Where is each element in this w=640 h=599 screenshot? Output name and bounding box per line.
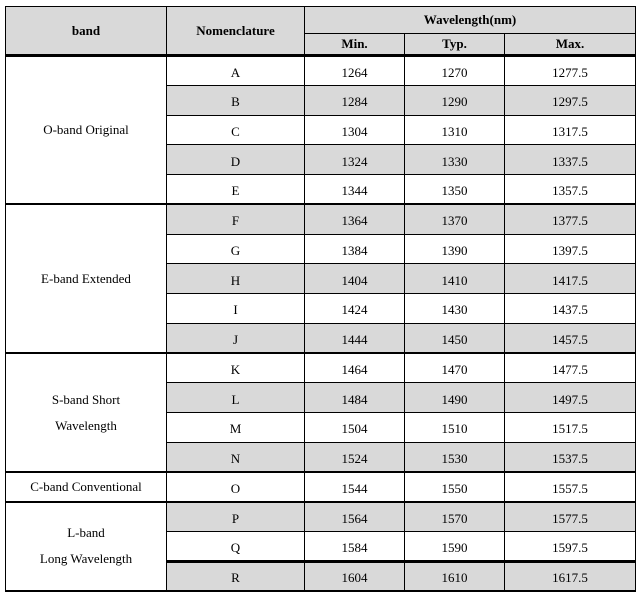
nomenclature-cell — [167, 383, 305, 413]
max-cell-text: 1517.5 — [552, 421, 588, 437]
typ-cell — [405, 353, 505, 383]
band-name-line: C-band Conventional — [30, 478, 142, 494]
nomenclature-cell-text: E — [231, 183, 240, 199]
typ-cell — [405, 115, 505, 145]
min-cell — [305, 85, 405, 115]
nomenclature-cell-text: G — [230, 242, 241, 258]
min-cell — [305, 472, 405, 502]
nomenclature-cell — [167, 472, 305, 502]
max-cell — [505, 472, 636, 502]
min-cell — [305, 234, 405, 264]
max-cell-text: 1537.5 — [552, 450, 588, 466]
header-nomenclature: Nomenclature — [167, 7, 305, 56]
wavelength-table — [5, 6, 636, 592]
nomenclature-cell — [167, 294, 305, 324]
typ-cell-text: 1610 — [441, 570, 468, 586]
min-cell-text: 1484 — [341, 391, 368, 407]
header-max: Max. — [505, 34, 636, 56]
typ-cell-text: 1530 — [441, 450, 468, 466]
typ-cell — [405, 264, 505, 294]
min-cell-text: 1284 — [341, 94, 368, 110]
min-cell-text: 1564 — [341, 510, 368, 526]
header-wavelength: Wavelength(nm) — [305, 7, 636, 34]
nomenclature-cell — [167, 502, 305, 532]
typ-cell-text: 1550 — [441, 480, 468, 496]
nomenclature-cell — [167, 145, 305, 175]
max-cell — [505, 115, 636, 145]
nomenclature-cell-text: P — [231, 510, 240, 526]
typ-cell-text: 1350 — [441, 183, 468, 199]
typ-cell-text: 1470 — [441, 362, 468, 378]
max-cell-text: 1397.5 — [552, 242, 588, 258]
typ-cell-text: 1330 — [441, 153, 468, 169]
typ-cell-text: 1510 — [441, 421, 468, 437]
max-cell — [505, 234, 636, 264]
typ-cell — [405, 442, 505, 472]
max-cell-text: 1357.5 — [552, 183, 588, 199]
typ-cell — [405, 234, 505, 264]
min-cell-text: 1544 — [341, 480, 368, 496]
nomenclature-cell — [167, 442, 305, 472]
max-cell-text: 1477.5 — [552, 362, 588, 378]
min-cell — [305, 502, 405, 532]
typ-cell-text: 1570 — [441, 510, 468, 526]
typ-cell — [405, 204, 505, 234]
min-cell-text: 1344 — [341, 183, 368, 199]
max-cell — [505, 413, 636, 443]
nomenclature-cell-text: I — [233, 302, 238, 318]
header-min: Min. — [305, 34, 405, 56]
typ-cell-text: 1490 — [441, 391, 468, 407]
nomenclature-cell-text: M — [229, 421, 242, 437]
nomenclature-cell — [167, 264, 305, 294]
nomenclature-cell-text: H — [230, 272, 241, 288]
min-cell-text: 1324 — [341, 153, 368, 169]
min-cell — [305, 561, 405, 591]
min-cell-text: 1584 — [341, 539, 368, 555]
min-cell — [305, 115, 405, 145]
max-cell — [505, 56, 636, 86]
max-cell — [505, 502, 636, 532]
band-name-cell — [6, 502, 167, 591]
band-name-line: O-band Original — [43, 122, 129, 138]
table-row — [6, 472, 636, 502]
min-cell-text: 1504 — [341, 421, 368, 437]
band-name-cell — [6, 204, 167, 353]
nomenclature-cell — [167, 56, 305, 86]
min-cell — [305, 532, 405, 562]
min-cell — [305, 204, 405, 234]
nomenclature-cell — [167, 175, 305, 205]
min-cell — [305, 413, 405, 443]
typ-cell — [405, 56, 505, 86]
min-cell — [305, 175, 405, 205]
table-header — [6, 7, 636, 56]
nomenclature-cell-text: Q — [230, 539, 241, 555]
max-cell-text: 1577.5 — [552, 510, 588, 526]
min-cell-text: 1464 — [341, 362, 368, 378]
table-row — [6, 353, 636, 383]
nomenclature-cell-text: J — [232, 331, 239, 347]
typ-cell — [405, 175, 505, 205]
nomenclature-cell — [167, 204, 305, 234]
typ-cell-text: 1450 — [441, 331, 468, 347]
max-cell-text: 1617.5 — [552, 570, 588, 586]
typ-cell — [405, 561, 505, 591]
typ-cell — [405, 323, 505, 353]
min-cell — [305, 56, 405, 86]
nomenclature-cell — [167, 234, 305, 264]
min-cell-text: 1304 — [341, 123, 368, 139]
nomenclature-cell-text: F — [231, 213, 240, 229]
max-cell — [505, 561, 636, 591]
typ-cell-text: 1410 — [441, 272, 468, 288]
max-cell-text: 1337.5 — [552, 153, 588, 169]
nomenclature-cell — [167, 353, 305, 383]
band-name-line: Wavelength — [55, 417, 117, 433]
nomenclature-cell-text: D — [230, 153, 241, 169]
max-cell-text: 1497.5 — [552, 391, 588, 407]
nomenclature-cell — [167, 413, 305, 443]
max-cell-text: 1297.5 — [552, 94, 588, 110]
header-typ: Typ. — [405, 34, 505, 56]
min-cell — [305, 145, 405, 175]
table-body — [6, 56, 636, 592]
max-cell-text: 1597.5 — [552, 539, 588, 555]
band-name-line: S-band Short — [51, 391, 121, 407]
typ-cell — [405, 85, 505, 115]
nomenclature-cell-text: N — [230, 450, 241, 466]
typ-cell — [405, 413, 505, 443]
max-cell — [505, 323, 636, 353]
min-cell-text: 1604 — [341, 570, 368, 586]
nomenclature-cell — [167, 532, 305, 562]
table-row — [6, 502, 636, 532]
max-cell-text: 1317.5 — [552, 123, 588, 139]
nomenclature-cell-text: R — [231, 570, 240, 586]
min-cell-text: 1444 — [341, 331, 368, 347]
band-name-line: E-band Extended — [41, 270, 131, 286]
min-cell-text: 1424 — [341, 302, 368, 318]
typ-cell-text: 1270 — [441, 64, 468, 80]
nomenclature-cell — [167, 115, 305, 145]
nomenclature-cell — [167, 323, 305, 353]
table-row — [6, 56, 636, 86]
min-cell-text: 1264 — [341, 64, 368, 80]
min-cell — [305, 442, 405, 472]
nomenclature-cell-text: C — [231, 123, 240, 139]
max-cell — [505, 175, 636, 205]
max-cell — [505, 532, 636, 562]
max-cell — [505, 442, 636, 472]
max-cell-text: 1277.5 — [552, 64, 588, 80]
max-cell — [505, 383, 636, 413]
typ-cell — [405, 145, 505, 175]
table-row — [6, 204, 636, 234]
max-cell — [505, 85, 636, 115]
min-cell — [305, 383, 405, 413]
typ-cell-text: 1370 — [441, 213, 468, 229]
header-band: band — [6, 7, 167, 56]
max-cell — [505, 204, 636, 234]
max-cell — [505, 264, 636, 294]
max-cell — [505, 294, 636, 324]
typ-cell-text: 1590 — [441, 539, 468, 555]
typ-cell-text: 1430 — [441, 302, 468, 318]
typ-cell-text: 1310 — [441, 123, 468, 139]
nomenclature-cell — [167, 561, 305, 591]
nomenclature-cell-text: B — [231, 94, 240, 110]
max-cell-text: 1557.5 — [552, 480, 588, 496]
nomenclature-cell-text: A — [230, 64, 241, 80]
min-cell — [305, 264, 405, 294]
min-cell-text: 1404 — [341, 272, 368, 288]
max-cell — [505, 353, 636, 383]
min-cell-text: 1364 — [341, 213, 368, 229]
min-cell-text: 1384 — [341, 242, 368, 258]
typ-cell-text: 1290 — [441, 94, 468, 110]
band-name-cell — [6, 353, 167, 472]
max-cell-text: 1377.5 — [552, 213, 588, 229]
band-name-line: Long Wavelength — [39, 551, 133, 567]
typ-cell — [405, 383, 505, 413]
min-cell-text: 1524 — [341, 450, 368, 466]
typ-cell — [405, 532, 505, 562]
min-cell — [305, 294, 405, 324]
min-cell — [305, 323, 405, 353]
max-cell-text: 1457.5 — [552, 331, 588, 347]
nomenclature-cell-text: L — [231, 391, 240, 407]
max-cell-text: 1417.5 — [552, 272, 588, 288]
nomenclature-cell-text: K — [230, 362, 241, 378]
typ-cell-text: 1390 — [441, 242, 468, 258]
typ-cell — [405, 294, 505, 324]
nomenclature-cell — [167, 85, 305, 115]
max-cell — [505, 145, 636, 175]
min-cell — [305, 353, 405, 383]
typ-cell — [405, 472, 505, 502]
band-name-cell — [6, 472, 167, 502]
band-name-cell — [6, 56, 167, 205]
max-cell-text: 1437.5 — [552, 302, 588, 318]
band-name-line: L-band — [67, 525, 105, 541]
nomenclature-cell-text: O — [230, 480, 241, 496]
typ-cell — [405, 502, 505, 532]
